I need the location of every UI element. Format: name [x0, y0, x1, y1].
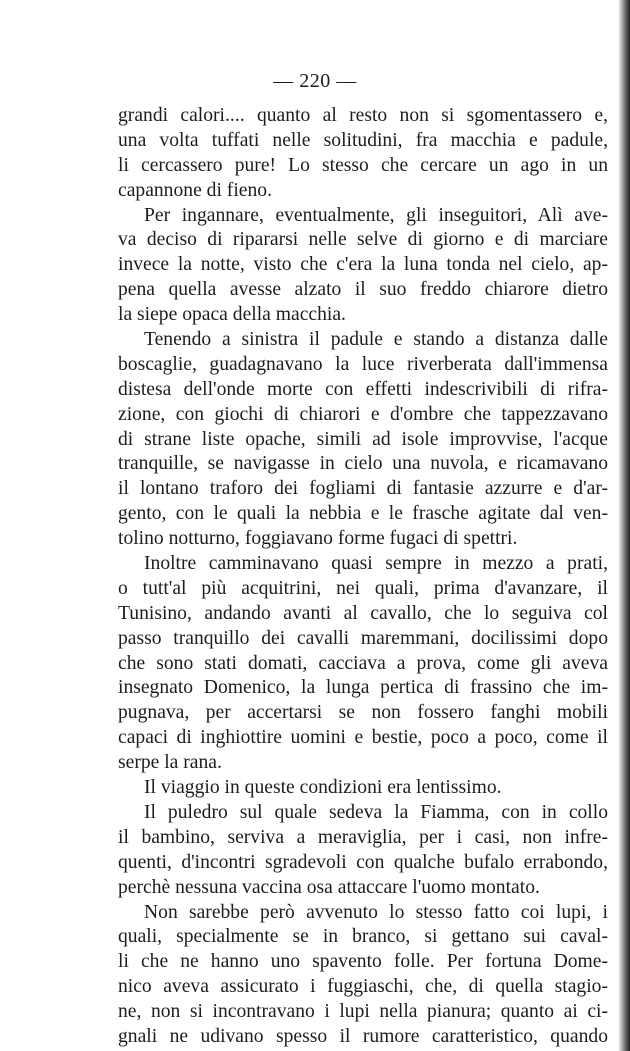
text-line: capannone di fieno.	[118, 179, 272, 201]
text-line: che sono stati domati, cacciava a prova, come gli aveva	[118, 652, 608, 674]
text-line: gento, con le quali la nebbia e le frasche agitate dal ven-	[118, 503, 608, 525]
text-line: Tunisino, andando avanti al cavallo, che lo seguiva col	[118, 602, 608, 624]
text-line: nico aveva assicurato i fuggiaschi, che, di quella stagio-	[118, 976, 608, 998]
text-line: tranquille, se navigasse in cielo una nuvola, e ricamavano	[118, 453, 608, 475]
text-line: li cercassero pure! Lo stesso che cercare un ago in un	[118, 154, 608, 176]
text-line: boscaglie, guadagnavano la luce riverberata dall'immensa	[118, 353, 608, 375]
text-line: Il viaggio in queste condizioni era lentissimo.	[144, 777, 502, 799]
text-line: Tenendo a sinistra il padule e stando a distanza dalle	[144, 329, 608, 351]
text-line: il lontano traforo dei fogliami di fantasie azzurre e d'ar-	[118, 478, 608, 500]
text-line: serpe la rana.	[118, 752, 222, 774]
text-line: pena quella avesse alzato il suo freddo chiarore dietro	[118, 279, 608, 301]
text-line: invece la notte, visto che c'era la luna tonda nel cielo, ap-	[118, 254, 608, 276]
text-line: gnali ne udivano spesso il rumore caratteristico, quando	[118, 1025, 608, 1047]
text-line: zione, con giochi di chiarori e d'ombre che tappezzavano	[118, 403, 608, 425]
text-line: grandi calori.... quanto al resto non si sgomentassero e,	[118, 105, 608, 126]
text-line: pugnava, per accertarsi se non fossero fanghi mobili	[118, 702, 608, 724]
text-line: o tutt'al più acquitrini, nei quali, prima d'avanzare, il	[118, 577, 608, 599]
text-line: passo tranquillo dei cavalli maremmani, docilissimi dopo	[118, 627, 608, 649]
text-line: li che ne hanno uno spavento folle. Per fortuna Dome-	[118, 951, 608, 973]
text-line: la siepe opaca della macchia.	[118, 304, 346, 326]
text-line: tolino notturno, foggiavano forme fugaci di spettri.	[118, 528, 518, 550]
text-line: quali, specialmente se in branco, si gettano sui caval-	[118, 926, 608, 948]
text-line: perchè nessuna vaccina osa attaccare l'uomo montato.	[118, 876, 540, 898]
text-line: il bambino, serviva a meraviglia, per i casi, non infre-	[118, 826, 608, 848]
text-line: di strane liste opache, simili ad isole improvvise, l'acque	[118, 428, 608, 450]
text-line: capaci di inghiottire uomini e bestie, poco a poco, come il	[118, 727, 608, 749]
body-text	[118, 104, 608, 1050]
text-line: Non sarebbe però avvenuto lo stesso fatto coi lupi, i	[144, 901, 608, 923]
text-line: una volta tuffati nelle solitudini, fra macchia e padule,	[118, 129, 608, 151]
text-line: Per ingannare, eventualmente, gli inseguitori, Alì ave-	[144, 204, 608, 226]
text-line: Inoltre camminavano quasi sempre in mezzo a prati,	[144, 553, 608, 575]
page-edge-shadow	[618, 0, 630, 1051]
text-line: ne, non si incontravano i lupi nella pianura; quanto ai ci-	[118, 1001, 608, 1023]
text-line: va deciso di ripararsi nelle selve di giorno e di marciare	[118, 229, 608, 251]
text-line: distesa dell'onde morte con effetti indescrivibili di rifra-	[118, 378, 608, 400]
text-line: insegnato Domenico, la lunga pertica di frassino che im-	[118, 677, 608, 699]
text-line: Il puledro sul quale sedeva la Fiamma, con in collo	[144, 801, 608, 823]
page-number: — 220 —	[273, 70, 357, 92]
text-line: quenti, d'incontri sgradevoli con qualche bufalo errabondo,	[118, 851, 608, 873]
